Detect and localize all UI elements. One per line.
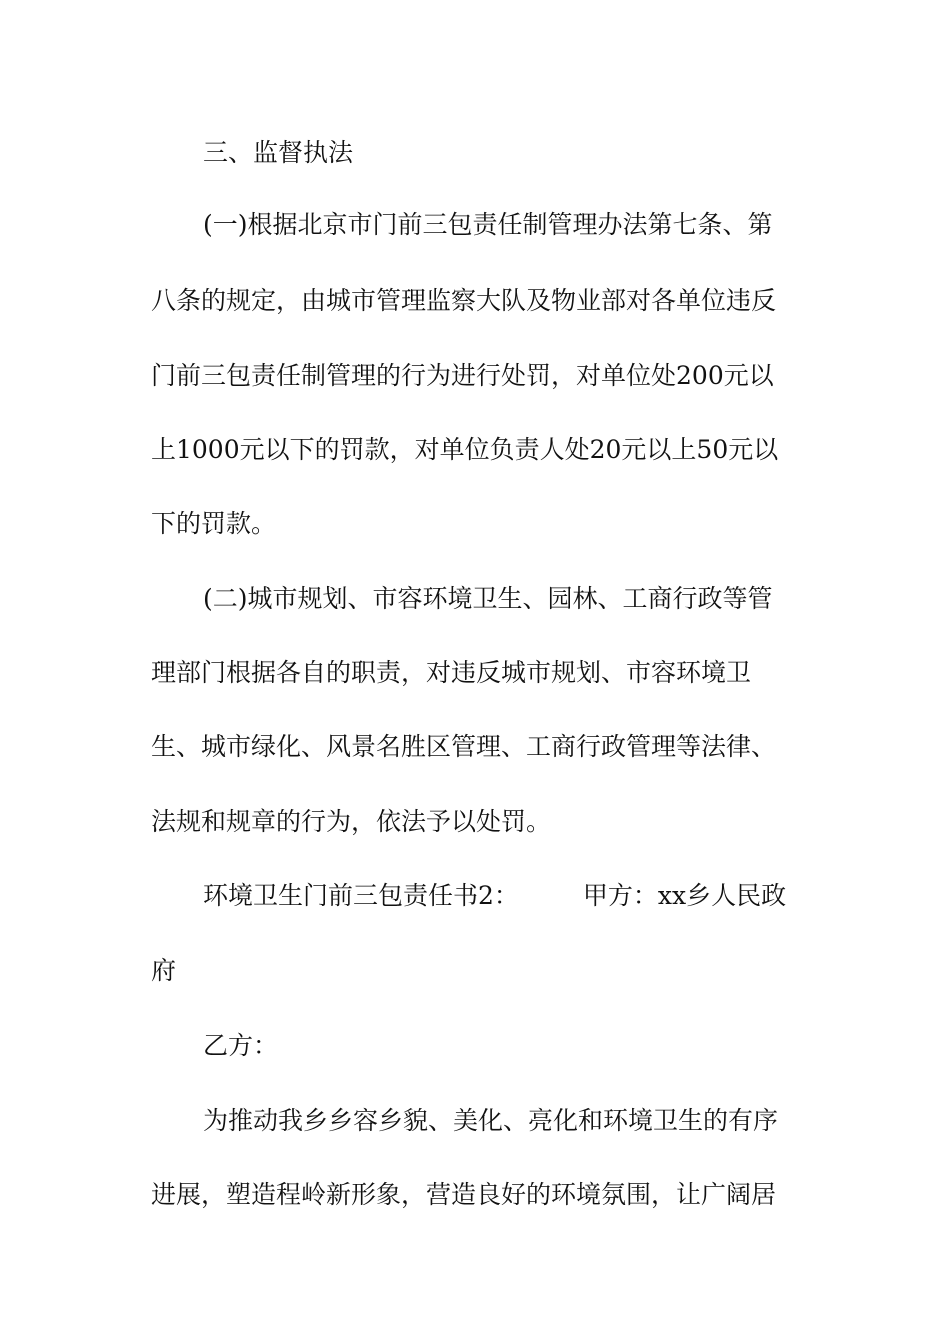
paragraph-line: 为推动我乡乡容乡貌、美化、亮化和环境卫生的有序 (203, 1106, 779, 1135)
paragraph-line: 生、城市绿化、风景名胜区管理、工商行政管理等法律、 (151, 732, 777, 761)
party-a-label: 甲方：xx乡人民政 (582, 881, 787, 910)
paragraph-line: 八条的规定，由城市管理监察大队及物业部对各单位违反 (151, 286, 777, 315)
contract-title-line (203, 880, 863, 912)
paragraph-line: 下的罚款。 (151, 509, 277, 538)
paragraph-line: 上1000元以下的罚款，对单位负责人处20元以上50元以 (151, 435, 779, 464)
paragraph-line: (二)城市规划、市容环境卫生、园林、工商行政等管 (203, 584, 773, 613)
paragraph-line: 门前三包责任制管理的行为进行处罚，对单位处200元以 (151, 361, 774, 390)
party-a-continuation: 府 (151, 956, 177, 985)
paragraph-line: 进展，塑造程岭新形象，营造良好的环境氛围，让广阔居 (151, 1180, 777, 1209)
paragraph-line: 法规和规章的行为，依法予以处罚。 (151, 807, 552, 836)
paragraph-line: (一)根据北京市门前三包责任制管理办法第七条、第 (203, 210, 773, 239)
party-b-label: 乙方： (203, 1031, 279, 1060)
paragraph-line: 理部门根据各自的职责，对违反城市规划、市容环境卫 (151, 658, 752, 687)
section-heading: 三、监督执法 (203, 138, 354, 167)
contract-title: 环境卫生门前三包责任书2： (203, 881, 519, 910)
